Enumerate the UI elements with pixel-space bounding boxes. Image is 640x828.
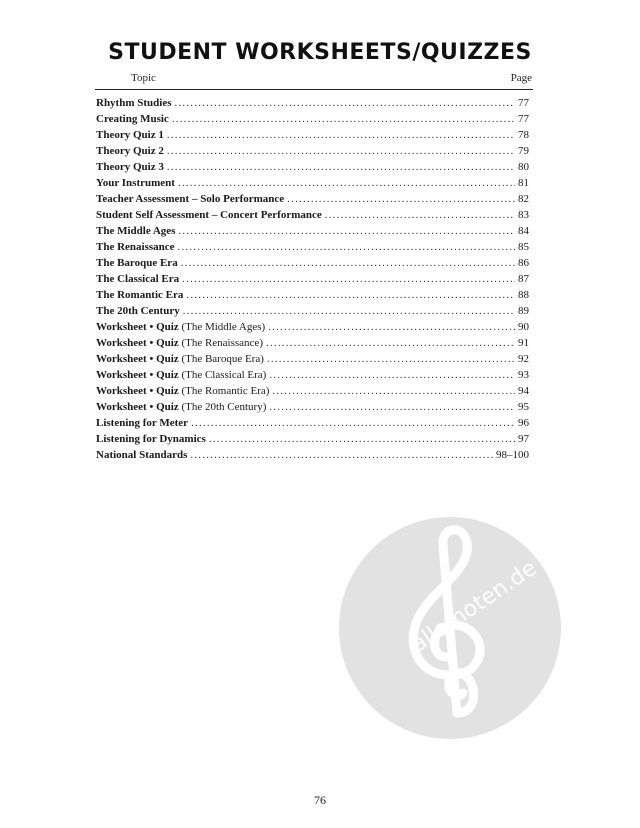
dot-leader [325,207,515,223]
toc-entry-label [96,335,263,351]
toc-entry-title: Theory Quiz 3 [96,161,164,173]
page-column-header: Page [510,72,532,84]
toc-entry-page: 98–100 [496,449,529,461]
toc-entry-title: The Romantic Era [96,289,184,301]
page-title: STUDENT WORKSHEETS/QUIZZES [108,40,532,65]
toc-entry-label [96,287,183,303]
toc-entry-page: 78 [518,129,529,141]
toc-entry-page: 77 [518,113,529,125]
toc-entry [96,95,529,111]
toc-entry [96,383,529,399]
dot-leader [209,431,515,447]
toc-entry-title: Worksheet • Quiz [96,321,179,333]
toc-entry-page: 96 [518,417,529,429]
toc-entry-page: 93 [518,369,529,381]
dot-leader [190,447,493,463]
toc-entry-subtitle: (The Romantic Era) [181,385,270,397]
dot-leader [175,95,516,111]
dot-leader [267,351,515,367]
dot-leader [183,303,515,319]
toc-entry-label [96,271,179,287]
toc-entry-title: Creating Music [96,113,169,125]
dot-leader [167,143,515,159]
dot-leader [191,415,515,431]
toc-entry-label [96,191,284,207]
dot-leader [269,367,515,383]
toc-entry [96,415,529,431]
toc-entry-page: 83 [518,209,529,221]
dot-leader [266,335,515,351]
toc-entry-page: 79 [518,145,529,157]
toc-entry-label [96,175,175,191]
toc-entry-title: Worksheet • Quiz [96,385,179,397]
dot-leader [167,127,515,143]
toc-entry [96,287,529,303]
toc-entry-subtitle: (The Middle Ages) [181,321,266,333]
toc-entry-page: 97 [518,433,529,445]
toc-entry-title: Worksheet • Quiz [96,353,179,365]
toc-entry-page: 86 [518,257,529,269]
dot-leader [181,255,515,271]
toc-entry-title: The Renaissance [96,241,175,253]
dot-leader [272,383,515,399]
toc-entry-title: Rhythm Studies [96,97,172,109]
toc-entry [96,351,529,367]
toc-entry-label [96,239,175,255]
toc-entry [96,111,529,127]
toc-entry-page: 92 [518,353,529,365]
toc-entry-label [96,431,206,447]
toc-entry-title: Listening for Meter [96,417,189,429]
toc-entry-title: The Classical Era [96,273,180,285]
toc-entry-title: Teacher Assessment – Solo Performance [96,193,285,205]
header-divider [95,89,533,90]
toc-entry-label [96,207,322,223]
toc-entry-label [96,111,169,127]
dot-leader [178,175,515,191]
toc-entry-title: Listening for Dynamics [96,433,206,445]
toc-entry [96,239,529,255]
toc-entry-title: Theory Quiz 1 [96,129,164,141]
toc-entry-page: 90 [518,321,529,333]
toc-entry-label [96,255,178,271]
toc-entry [96,223,529,239]
toc-entry-subtitle: (The 20th Century) [181,401,267,413]
toc-entry-label [96,351,264,367]
toc-entry-label [96,95,172,111]
dot-leader [186,287,515,303]
toc-entry-label [96,383,269,399]
toc-entry-page: 84 [518,225,529,237]
toc-entry-label [96,303,180,319]
toc-entry [96,399,529,415]
toc-entry-page: 88 [518,289,529,301]
dot-leader [287,191,515,207]
watermark-text: alle-noten.de [407,555,542,658]
toc-entry-page: 95 [518,401,529,413]
toc-entry [96,207,529,223]
dot-leader [167,159,515,175]
toc-entry-page: 94 [518,385,529,397]
dot-leader [182,271,515,287]
toc-entry [96,319,529,335]
dot-leader [268,319,515,335]
toc-entry-title: Your Instrument [96,177,175,189]
toc-entry-label [96,319,265,335]
toc-entry [96,303,529,319]
toc-entry-page: 89 [518,305,529,317]
toc-entry [96,143,529,159]
toc-entry [96,335,529,351]
toc-entry [96,159,529,175]
toc-entry-title: Worksheet • Quiz [96,369,179,381]
page-number: 76 [314,793,326,807]
toc-list [96,95,529,463]
toc-entry-page: 87 [518,273,529,285]
toc-entry-subtitle: (The Baroque Era) [181,353,264,365]
toc-entry-page: 77 [518,97,529,109]
toc-entry [96,431,529,447]
toc-entry-label [96,143,164,159]
toc-entry-label [96,367,266,383]
toc-entry-page: 82 [518,193,529,205]
toc-entry-title: The 20th Century [96,305,180,317]
toc-entry-title: Worksheet • Quiz [96,401,179,413]
toc-entry-page: 80 [518,161,529,173]
toc-entry-page: 91 [518,337,529,349]
toc-entry [96,175,529,191]
watermark [339,517,561,739]
toc-entry [96,447,529,463]
toc-entry-page: 85 [518,241,529,253]
toc-entry-label [96,399,266,415]
toc-entry-title: The Middle Ages [96,225,176,237]
toc-entry-label [96,159,164,175]
toc-entry-title: The Baroque Era [96,257,178,269]
dot-leader [269,399,515,415]
toc-entry-subtitle: (The Classical Era) [181,369,267,381]
toc-entry-title: Theory Quiz 2 [96,145,164,157]
toc-entry [96,255,529,271]
toc-entry-label [96,415,188,431]
dot-leader [172,111,515,127]
toc-entry [96,127,529,143]
toc-entry-label [96,447,187,463]
toc-entry-label [96,223,175,239]
toc-entry [96,191,529,207]
toc-entry-title: National Standards [96,449,188,461]
toc-entry-label [96,127,164,143]
toc-entry-subtitle: (The Renaissance) [181,337,263,349]
dot-leader [178,239,515,255]
toc-entry [96,367,529,383]
toc-entry-page: 81 [518,177,529,189]
dot-leader [178,223,515,239]
toc-entry-title: Student Self Assessment – Concert Performance [96,209,322,221]
toc-entry-title: Worksheet • Quiz [96,337,179,349]
toc-entry [96,271,529,287]
topic-column-header: Topic [131,72,156,84]
